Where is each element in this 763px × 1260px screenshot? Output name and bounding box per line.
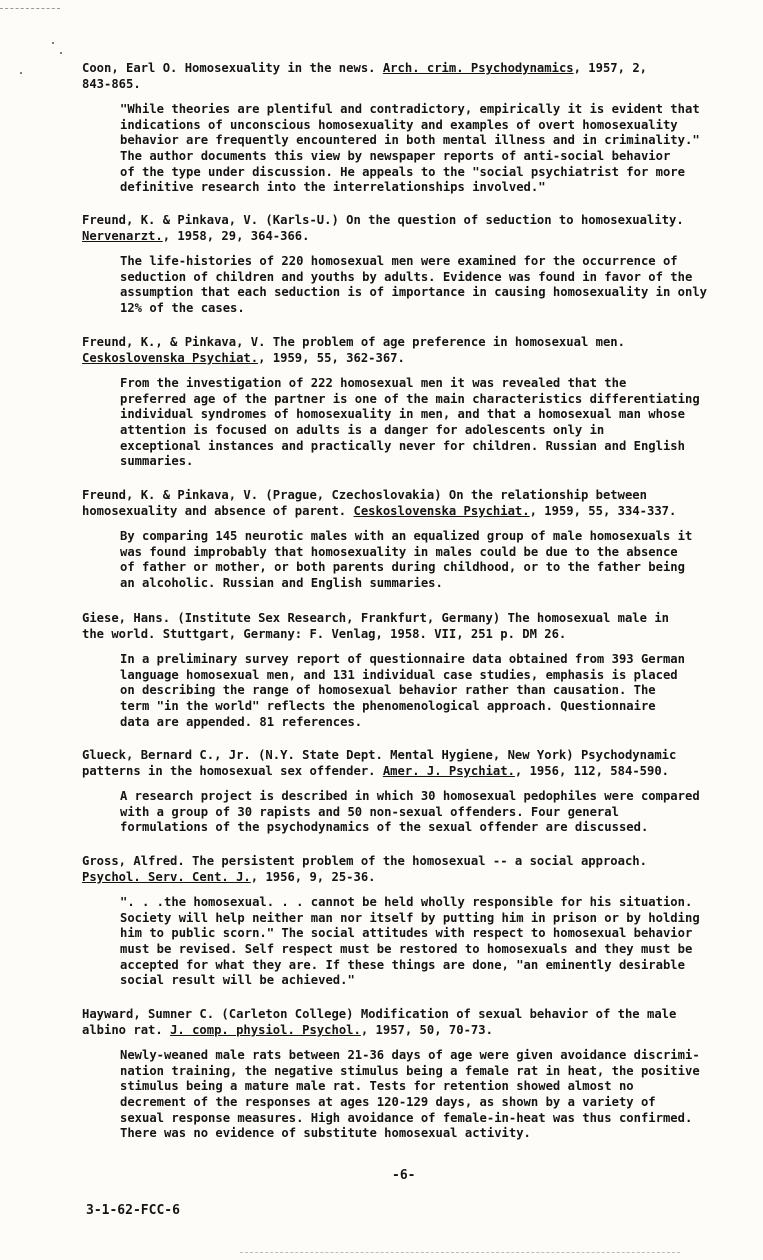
scan-artifact-line <box>240 1252 680 1253</box>
citation: Hayward, Sumner C. (Carleton College) Modification of sexual behavior of the male albino rat. J. comp. physiol. Psychol., 1957, 50, 70-73. <box>82 1007 677 1037</box>
journal-title: Nervenarzt. <box>82 228 163 243</box>
abstract: Newly-weaned male rats between 21-36 days of age were given avoidance discrimi- nation training, the negative stimulus being a female rat in heat, the positive stimulus being a mature male rat. Tests for retention showed almost no decrement of the responses at ages 120-129 days, as shown by a variety of sexual response measures. High avoidance of female-in-heat was thus confirmed. There was no evidence of substitute homosexual activity. <box>120 1048 700 1141</box>
abstract: ". . .the homosexual. . . cannot be held wholly responsible for his situation. Society will help neither man nor itself by putting him in prison or by holding him to public scorn." The social attitudes with respect to homosexual behavior must be revised. Self respect must be restored to homosexuals and they must be accepted for what they are. If these things are done, "an eminently desirable social result will be achieved." <box>120 895 700 988</box>
journal-title: Ceskoslovenska Psychiat. <box>353 503 530 518</box>
citation: Gross, Alfred. The persistent problem of the homosexual -- a social approach. Psychol. Serv. Cent. J., 1956, 9, 25-36. <box>82 854 647 884</box>
page-number: -6- <box>392 1168 416 1183</box>
scan-speck <box>20 72 22 74</box>
journal-title: Arch. crim. Psychodynamics <box>382 61 574 75</box>
citation: Coon, Earl O. Homosexuality in the news. Arch. crim. Psychodynamics, 1957, 2, 843-865. <box>82 61 647 91</box>
bibliography-entry <box>82 335 722 470</box>
document-id: 3-1-62-FCC-6 <box>86 1203 180 1218</box>
abstract: A research project is described in which 30 homosexual pedophiles were compared with a group of 30 rapists and 50 non-sexual offenders. Four general formulations of the psychodynamics of the sexual offender are discussed. <box>120 789 700 835</box>
bibliography-entry <box>82 748 722 836</box>
citation: Freund, K. & Pinkava, V. (Karls-U.) On the question of seduction to homosexuality. Nervenarzt., 1958, 29, 364-366. <box>82 213 684 243</box>
journal-title: Psychol. Serv. Cent. J. <box>82 869 251 884</box>
bibliography-entry <box>82 213 722 317</box>
abstract: By comparing 145 neurotic males with an equalized group of male homosexuals it was found improbably that homosexuality in males could be due to the absence of father or mother, or both parents during childhood, or to the father being an alcoholic. Russian and English summaries. <box>120 529 693 590</box>
bibliography-entry <box>82 611 722 730</box>
bibliography-entry <box>82 854 722 989</box>
bibliography-entry <box>82 61 722 196</box>
citation: Freund, K. & Pinkava, V. (Prague, Czechoslovakia) On the relationship between homosexuality and absence of parent. Ceskoslovenska Psychiat., 1959, 55, 334-337. <box>82 488 677 518</box>
citation: Glueck, Bernard C., Jr. (N.Y. State Dept. Mental Hygiene, New York) Psychodynamic patterns in the homosexual sex offender. Amer. J. Psychiat., 1956, 112, 584-590. <box>82 748 677 778</box>
journal-title: Amer. J. Psychiat. <box>382 763 515 778</box>
abstract: The life-histories of 220 homosexual men were examined for the occurrence of seduction of children and youths by adults. Evidence was found in favor of the assumption that each seduction is of importance in causing homosexuality in only 12% of the cases. <box>120 254 707 315</box>
scan-speck <box>60 52 62 54</box>
abstract: "While theories are plentiful and contradictory, empirically it is evident that indications of unconscious homosexuality and examples of overt homosexuality behavior are frequently encountered in both mental illness and in criminality." The author documents this view by newspaper reports of anti-social behavior of the type under discussion. He appeals to the "social psychiatrist for more definitive research into the interrelationships involved." <box>120 102 700 195</box>
citation: Giese, Hans. (Institute Sex Research, Frankfurt, Germany) The homosexual male in the world. Stuttgart, Germany: F. Venlag, 1958. VII, 251 p. DM 26. <box>82 611 669 641</box>
bibliography-entry <box>82 1007 722 1142</box>
bibliography-entry <box>82 488 722 592</box>
scan-speck <box>52 42 54 44</box>
journal-title: Ceskoslovenska Psychiat. <box>82 350 259 365</box>
abstract: From the investigation of 222 homosexual men it was revealed that the preferred age of the partner is one of the main characteristics differentiating individual syndromes of homosexuality in men, and that a homosexual man whose attention is focused on adults is a danger for adolescents only in exceptional instances and practically never for children. Russian and English summaries. <box>120 376 700 469</box>
abstract: In a preliminary survey report of questionnaire data obtained from 393 German language homosexual men, and 131 individual case studies, emphasis is placed on describing the range of homosexual behavior rather than causation. The term "in the world" reflects the phenomenological approach. Questionnaire data are appended. 81 references. <box>120 652 685 729</box>
scan-artifact-line <box>0 8 60 9</box>
citation: Freund, K., & Pinkava, V. The problem of age preference in homosexual men. Ceskoslovenska Psychiat., 1959, 55, 362-367. <box>82 335 625 365</box>
journal-title: J. comp. physiol. Psychol. <box>170 1022 361 1037</box>
